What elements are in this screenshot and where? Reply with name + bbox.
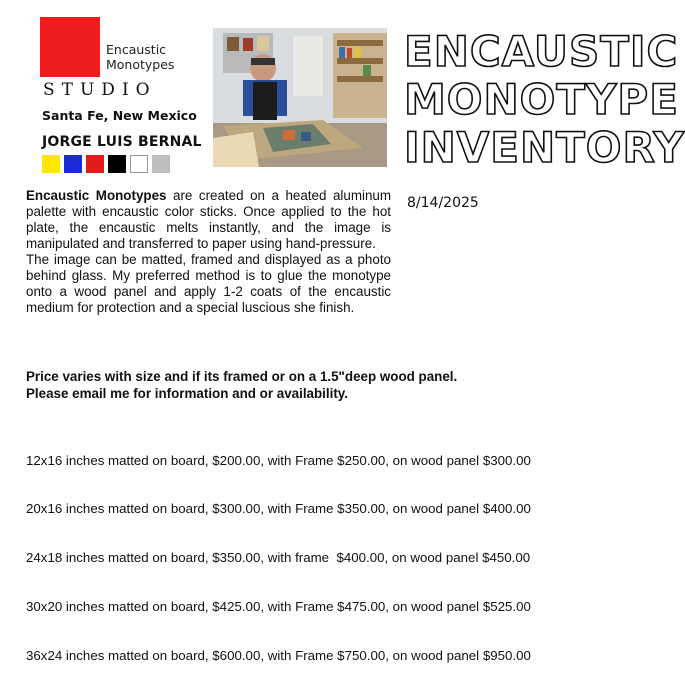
title-line-2: MONOTYPE xyxy=(404,75,679,124)
pricing-notice xyxy=(26,368,457,402)
description-lead: Encaustic Monotypes xyxy=(26,188,167,203)
swatch-yellow xyxy=(42,155,60,173)
price-row: 24x18 inches matted on board, $350.00, with frame $400.00, on wood panel $450.00 xyxy=(26,550,531,566)
pricing-notice-line-1: Price varies with size and if its framed or on a 1.5"deep wood panel. xyxy=(26,369,458,384)
price-row: 30x20 inches matted on board, $425.00, with Frame $475.00, on wood panel $525.00 xyxy=(26,599,531,615)
description-paragraph-2: The image can be matted, framed and displayed as a photo behind glass. My preferred method is to glue the monotype onto a wood panel and apply 1-2 coats of the encaustic medium for protection and a special luscious she finish. xyxy=(26,252,391,315)
logo-red-square xyxy=(40,17,100,77)
logo-text xyxy=(106,42,174,72)
price-list xyxy=(26,420,531,681)
swatch-white xyxy=(130,155,148,173)
pricing-notice-line-2: Please email me for information and or availability. xyxy=(26,386,348,401)
studio-wordmark: STUDIO xyxy=(43,80,157,100)
description-paragraph-1 xyxy=(26,188,391,252)
price-row: 36x24 inches matted on board, $600.00, with Frame $750.00, on wood panel $950.00 xyxy=(26,648,531,664)
artist-studio-photo xyxy=(213,28,387,167)
color-swatches xyxy=(42,155,170,173)
location-label: Santa Fe, New Mexico xyxy=(42,108,197,123)
logo-line-2: Monotypes xyxy=(106,57,175,72)
title-line-1: ENCAUSTIC xyxy=(404,27,679,76)
description-p1-text: are created on a heated aluminum palette with encaustic color sticks. Once applied to the hot plate, the encaustic melts instantly, and the image is manipulated and transferred to paper using hand-pressure. xyxy=(26,188,392,251)
swatch-gray xyxy=(152,155,170,173)
swatch-blue xyxy=(64,155,82,173)
studio-photo-illustration xyxy=(213,28,387,167)
inventory-date: 8/14/2025 xyxy=(407,195,479,211)
swatch-red xyxy=(86,155,104,173)
price-row: 20x16 inches matted on board, $300.00, with Frame $350.00, on wood panel $400.00 xyxy=(26,501,531,517)
swatch-black xyxy=(108,155,126,173)
logo-line-1: Encaustic xyxy=(106,42,167,57)
page-title xyxy=(404,28,685,172)
artist-name: JORGE LUIS BERNAL xyxy=(42,134,202,150)
price-row: 12x16 inches matted on board, $200.00, with Frame $250.00, on wood panel $300.00 xyxy=(26,452,531,468)
description xyxy=(26,188,391,316)
title-line-3: INVENTORY xyxy=(404,123,685,172)
